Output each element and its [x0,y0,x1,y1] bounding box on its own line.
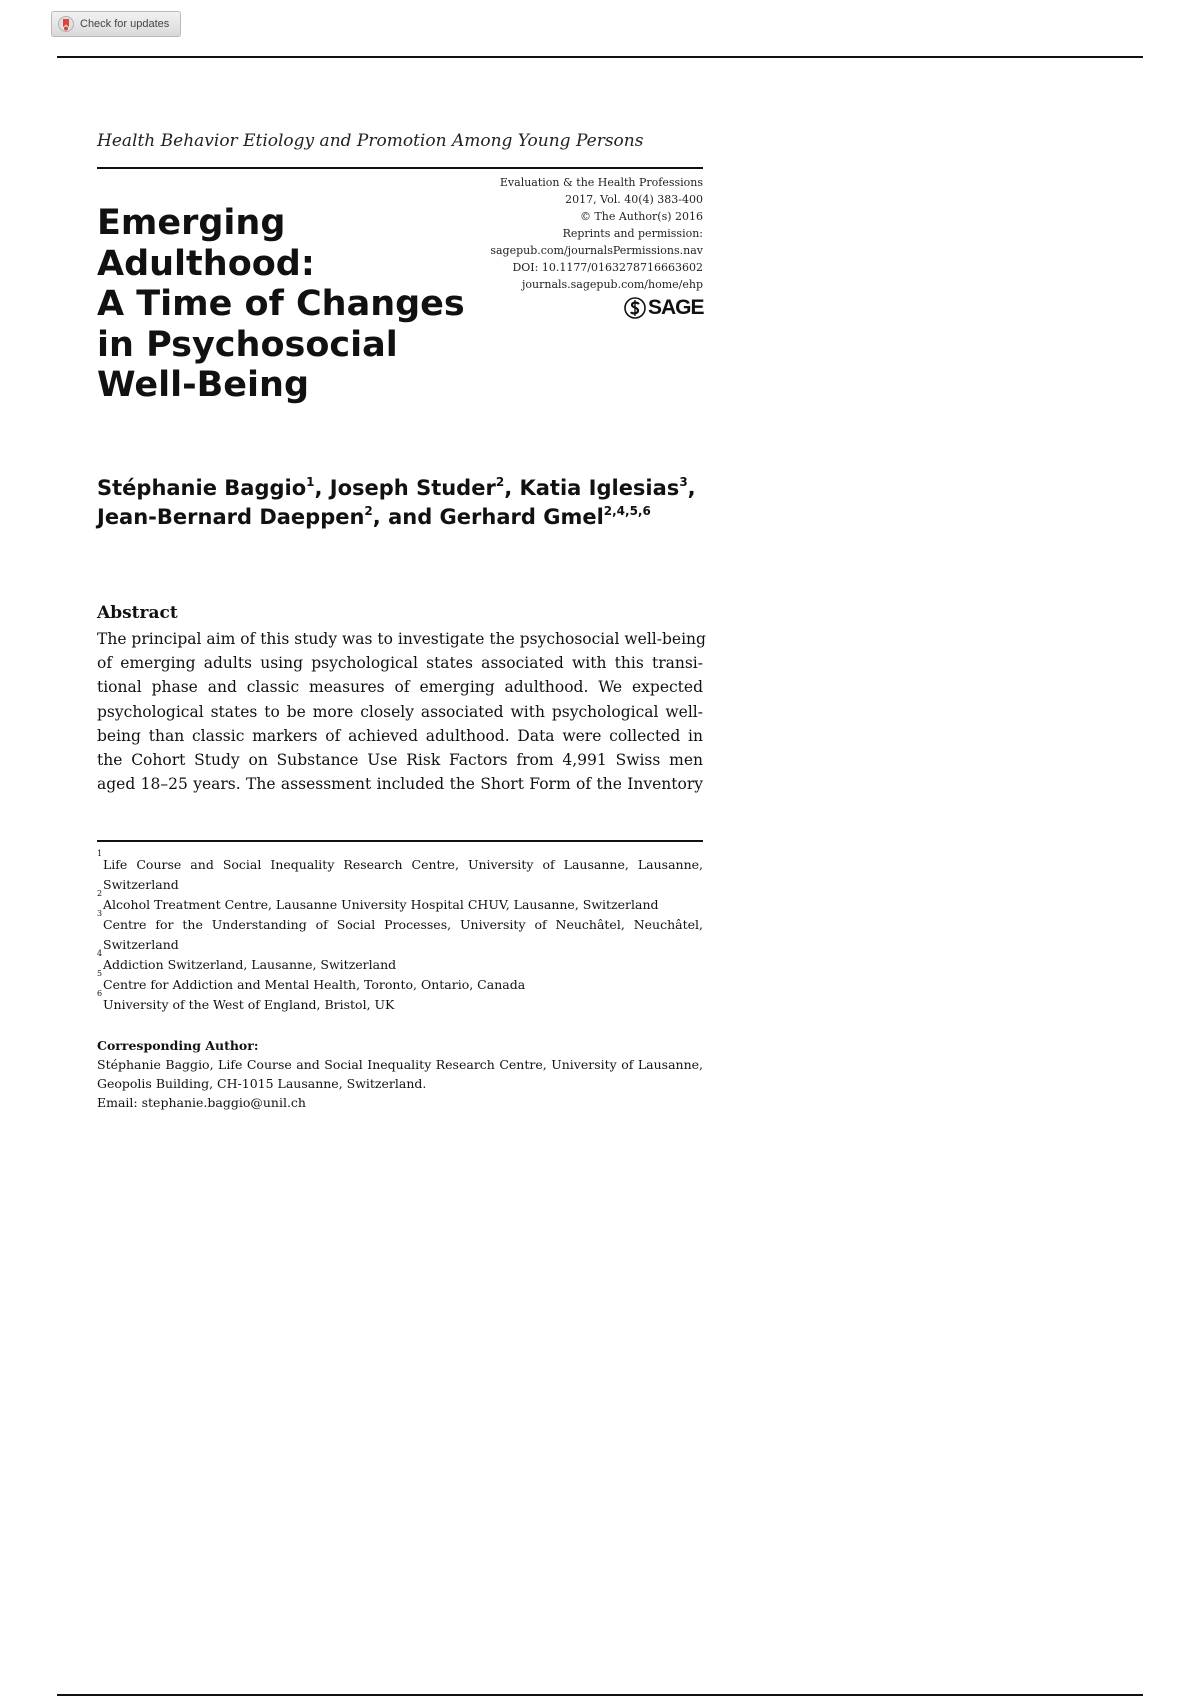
author-affiliation-mark: 3 [679,475,688,489]
check-for-updates-label: Check for updates [80,18,170,30]
author-name: Katia Iglesias [519,476,680,500]
affiliation-item [97,969,703,995]
author-list [97,474,717,532]
affiliation-item [97,989,703,1015]
corresponding-author-line: Geopolis Building, CH-1015 Lausanne, Switzerland. [97,1076,427,1091]
journal-url[interactable]: journals.sagepub.com/home/ehp [521,278,703,291]
corresponding-author-email[interactable]: Email: stephanie.baggio@unil.ch [97,1095,306,1110]
abstract-line: the Cohort Study on Substance Use Risk Factors from 4,991 Swiss men [97,751,703,770]
title-line: in Psychosocial [97,324,398,365]
corresponding-author-line: Stéphanie Baggio, Life Course and Social Inequality Research Centre, University of Lausanne, [97,1057,703,1072]
affiliation-number: 6 [97,989,103,998]
corresponding-author [97,1036,703,1112]
affiliation-line: Alcohol Treatment Centre, Lausanne University Hospital CHUV, Lausanne, Switzerland [103,897,659,912]
affiliation-item [97,909,703,955]
affiliation-line: Addiction Switzerland, Lausanne, Switzerland [103,957,397,972]
meta-line: Evaluation & the Health Professions [499,176,703,189]
author-affiliation-mark: 2 [364,504,373,518]
author-name: Gerhard Gmel [439,505,604,529]
affiliation-number: 3 [97,909,103,918]
affiliation-line: University of the West of England, Bristol, UK [103,997,395,1012]
series-rule [97,167,703,169]
sage-wordmark: SAGE [648,296,704,319]
affiliation-item [97,849,703,895]
affiliations [97,849,703,1015]
affiliation-line: Switzerland [103,937,179,952]
abstract-heading: Abstract [97,603,178,623]
meta-line: © The Author(s) 2016 [579,210,703,223]
title-line: Emerging [97,203,286,243]
check-for-updates-button[interactable] [51,11,181,37]
doi-line[interactable]: DOI: 10.1177/0163278716663602 [512,261,703,274]
affiliation-number: 4 [97,949,103,958]
crossmark-icon [58,16,74,32]
journal-meta [443,174,703,293]
affiliation-item [97,949,703,975]
abstract-line: aged 18–25 years. The assessment included the Short Form of the Inventory [97,775,703,794]
meta-line-link[interactable]: sagepub.com/journalsPermissions.nav [490,244,703,257]
author-separator: , and [372,505,440,529]
title-line: Well-Being [97,365,309,405]
bottom-rule [57,1694,1143,1696]
sage-logo [624,296,704,320]
article-title [97,203,465,406]
author-affiliation-mark: 2,4,5,6 [603,504,651,518]
affiliation-number: 2 [97,889,103,898]
sage-s-icon [624,297,646,319]
series-title: Health Behavior Etiology and Promotion Among Young Persons [97,131,644,151]
title-line: Adulthood: [97,243,315,284]
affiliation-item [97,889,703,915]
author-separator: , [687,476,696,500]
footnote-rule [97,840,703,842]
abstract-line: psychological states to be more closely associated with psychological well- [97,702,703,721]
affiliation-line: Centre for the Understanding of Social Processes, University of Neuchâtel, Neuchâtel, [103,917,703,932]
author-affiliation-mark: 1 [306,475,315,489]
affiliation-line: Centre for Addiction and Mental Health, Toronto, Ontario, Canada [103,977,526,992]
affiliation-line: Switzerland [103,877,179,892]
top-rule [57,56,1143,58]
corresponding-author-heading: Corresponding Author: [97,1038,259,1053]
abstract-body [97,627,706,796]
author-name: Joseph Studer [329,476,496,500]
author-separator: , [504,476,520,500]
meta-line: 2017, Vol. 40(4) 383-400 [565,193,703,206]
abstract-line: being than classic markers of achieved adulthood. Data were collected in [97,726,703,745]
abstract-line: tional phase and classic measures of emerging adulthood. We expected [97,678,703,697]
affiliation-line: Life Course and Social Inequality Research Centre, University of Lausanne, Lausanne, [103,857,703,872]
author-separator: , [314,476,330,500]
abstract-line: The principal aim of this study was to investigate the psychosocial well-being [97,630,706,648]
title-line: A Time of Changes [97,284,465,324]
affiliation-number: 1 [97,849,103,858]
abstract-line: of emerging adults using psychological states associated with this transi- [97,654,703,673]
author-name: Stéphanie Baggio [97,476,307,500]
author-affiliation-mark: 2 [495,475,505,489]
affiliation-number: 5 [97,969,103,978]
author-name: Jean-Bernard Daeppen [97,505,365,529]
meta-line: Reprints and permission: [562,227,703,240]
